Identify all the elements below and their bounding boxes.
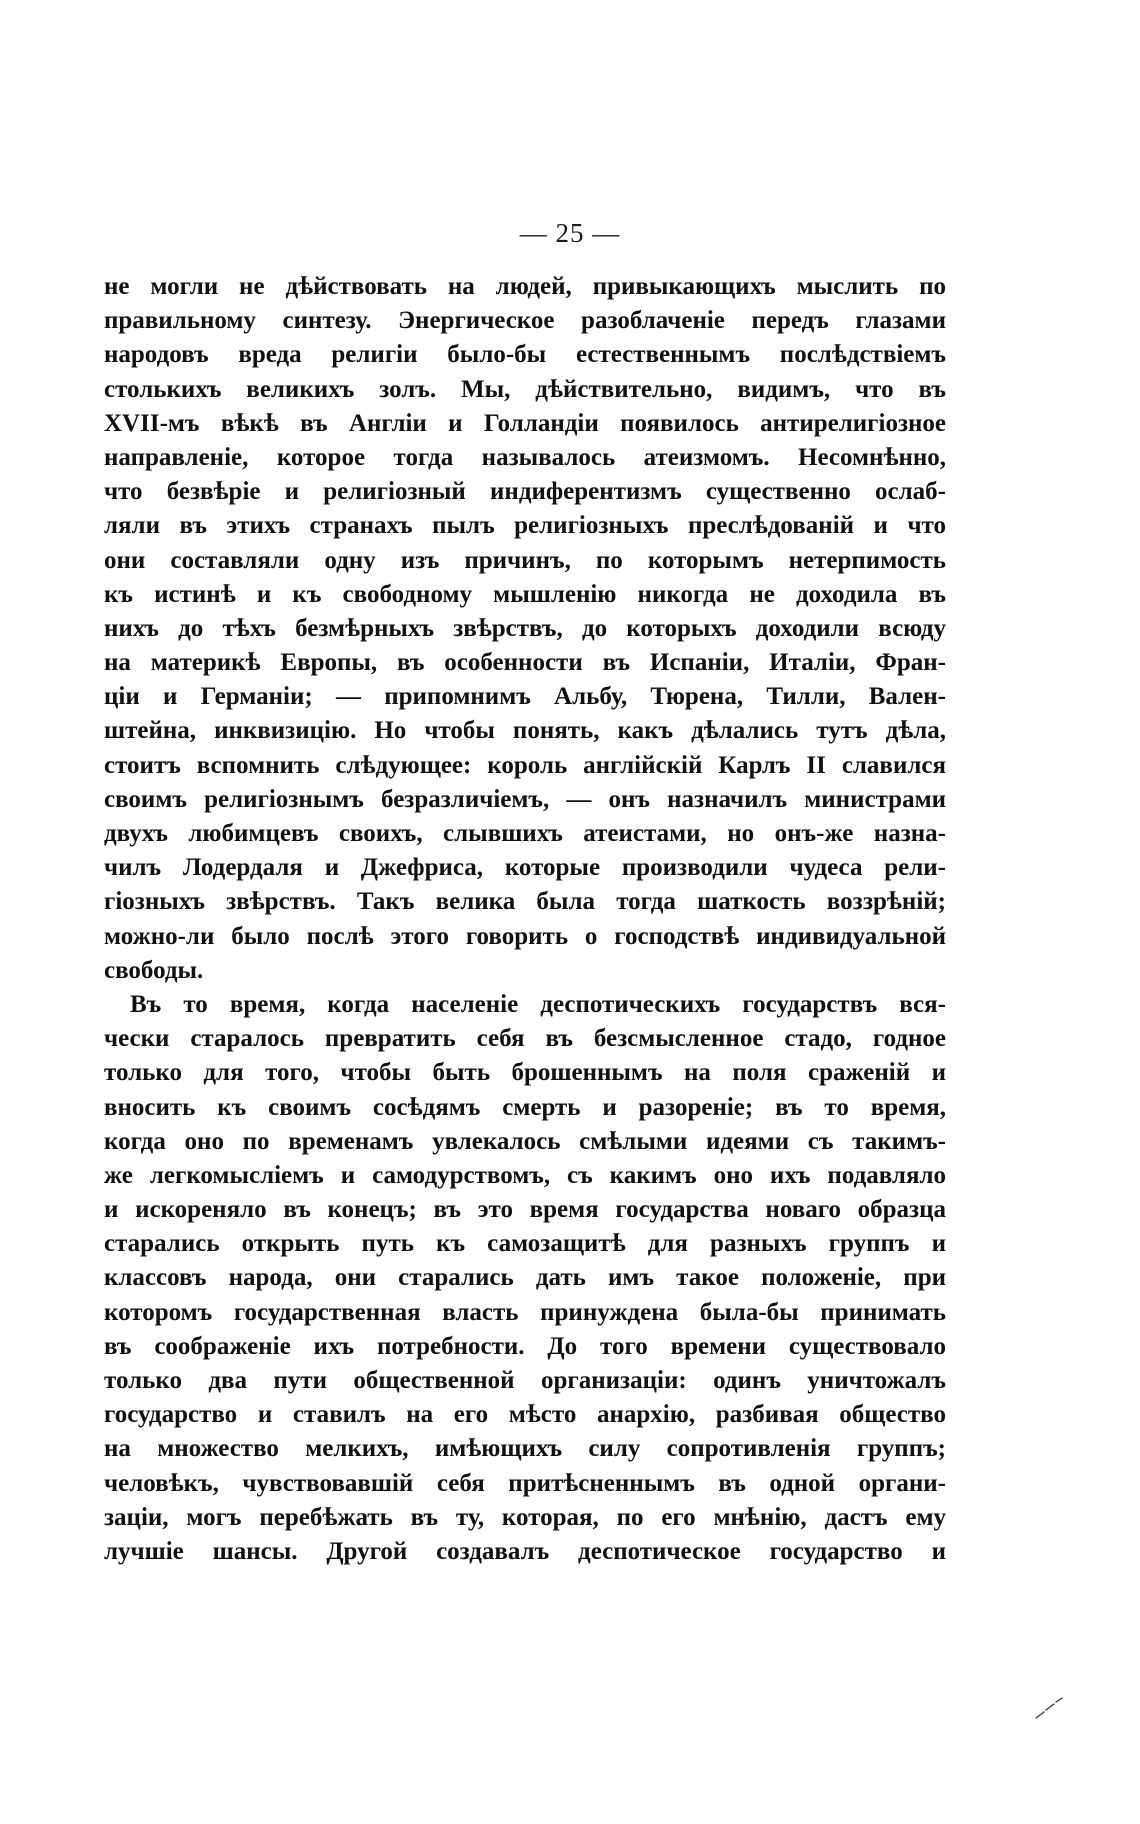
text-line: которомъ государственная власть принуждена была-бы принимать <box>104 1298 946 1326</box>
text-line: гіозныхъ звѣрствъ. Такъ велика была тогда шаткость воззрѣній; <box>104 888 946 916</box>
text-line: вносить къ своимъ сосѣдямъ смерть и разореніе; въ то время, <box>104 1093 946 1121</box>
text-line: въ соображеніе ихъ потребности. До того времени существовало <box>104 1332 946 1360</box>
text-line: когда оно по временамъ увлекалось смѣлыми идеями съ такимъ- <box>104 1127 946 1155</box>
text-line: старались открыть путь къ самозащитѣ для разныхъ группъ и <box>104 1230 946 1258</box>
text-line: и искореняло въ конецъ; въ это время государства новаго образца <box>104 1196 946 1224</box>
text-line: правильному синтезу. Энергическое разоблаченіе передъ глазами <box>104 307 946 335</box>
body-text <box>104 270 946 1569</box>
text-line: классовъ народа, они старались дать имъ такое положеніе, при <box>104 1264 946 1292</box>
paragraph-2 <box>104 988 946 1569</box>
text-line: лучшіе шансы. Другой создавалъ деспотическое государство и <box>104 1537 946 1565</box>
text-line: можно-ли было послѣ этого говорить о господствѣ индивидуальной <box>104 922 946 950</box>
paragraph-1 <box>104 270 946 988</box>
text-line: къ истинѣ и къ свободному мышленію никогда не доходила въ <box>104 580 946 608</box>
text-line: XVII-мъ вѣкѣ въ Англіи и Голландіи появилось антирелигіозное <box>104 409 946 437</box>
text-line: не могли не дѣйствовать на людей, привыкающихъ мыслить по <box>104 273 946 300</box>
text-line: только два пути общественной организаціи: одинъ уничтожалъ <box>104 1367 946 1394</box>
text-line: ціи и Германіи; — припомнимъ Альбу, Тюрена, Тилли, Вален- <box>104 683 946 711</box>
text-line: свободы. <box>104 956 204 984</box>
text-line: Въ то время, когда населеніе деспотическихъ государствъ вся- <box>130 990 946 1018</box>
text-line: что безвѣріе и религіозный индиферентизмъ существенно ослаб- <box>104 478 946 506</box>
text-line: они составляли одну изъ причинъ, по которымъ нетерпимость <box>104 546 946 574</box>
text-line: только для того, чтобы быть брошеннымъ на поля сраженій и <box>104 1059 946 1087</box>
text-line: своимъ религіознымъ безразличіемъ, — онъ назначилъ министрами <box>104 785 946 813</box>
text-line: двухъ любимцевъ своихъ, слывшихъ атеистами, но онъ-же назна- <box>104 820 946 847</box>
text-line: ляли въ этихъ странахъ пылъ религіозныхъ преслѣдованій и что <box>104 512 946 540</box>
text-line: столькихъ великихъ золъ. Мы, дѣйствительно, видимъ, что въ <box>104 375 946 403</box>
text-line: направленіе, которое тогда называлось атеизмомъ. Несомнѣнно, <box>104 443 946 471</box>
text-line: на множество мелкихъ, имѣющихъ силу сопротивленія группъ; <box>104 1435 946 1463</box>
text-line: заціи, могъ перебѣжать въ ту, которая, по его мнѣнію, дастъ ему <box>104 1503 946 1531</box>
text-line: государство и ставилъ на его мѣсто анархію, разбивая общество <box>104 1401 946 1429</box>
text-line: же легкомысліемъ и самодурствомъ, съ какимъ оно ихъ подавляло <box>104 1161 946 1189</box>
text-line: народовъ вреда религіи было-бы естественнымъ послѣдствіемъ <box>104 341 946 369</box>
text-line: на материкѣ Европы, въ особенности въ Испаніи, Италіи, Фран- <box>104 649 946 677</box>
pencil-mark-icon <box>1034 1696 1064 1720</box>
text-line: чилъ Лодердаля и Джефриса, которые производили чудеса рели- <box>104 854 946 882</box>
text-line: человѣкъ, чувствовавшій себя притѣсненнымъ въ одной органи- <box>104 1469 946 1497</box>
text-line: стоитъ вспомнить слѣдующее: король англійскій Карлъ II славился <box>104 751 946 779</box>
text-line: чески старалось превратить себя въ безсмысленное стадо, годное <box>104 1025 946 1053</box>
text-line: нихъ до тѣхъ безмѣрныхъ звѣрствъ, до которыхъ доходили всюду <box>104 614 946 642</box>
page-number: — 25 — <box>519 218 621 248</box>
text-line: штейна, инквизицію. Но чтобы понять, какъ дѣлались тутъ дѣла, <box>104 717 946 745</box>
